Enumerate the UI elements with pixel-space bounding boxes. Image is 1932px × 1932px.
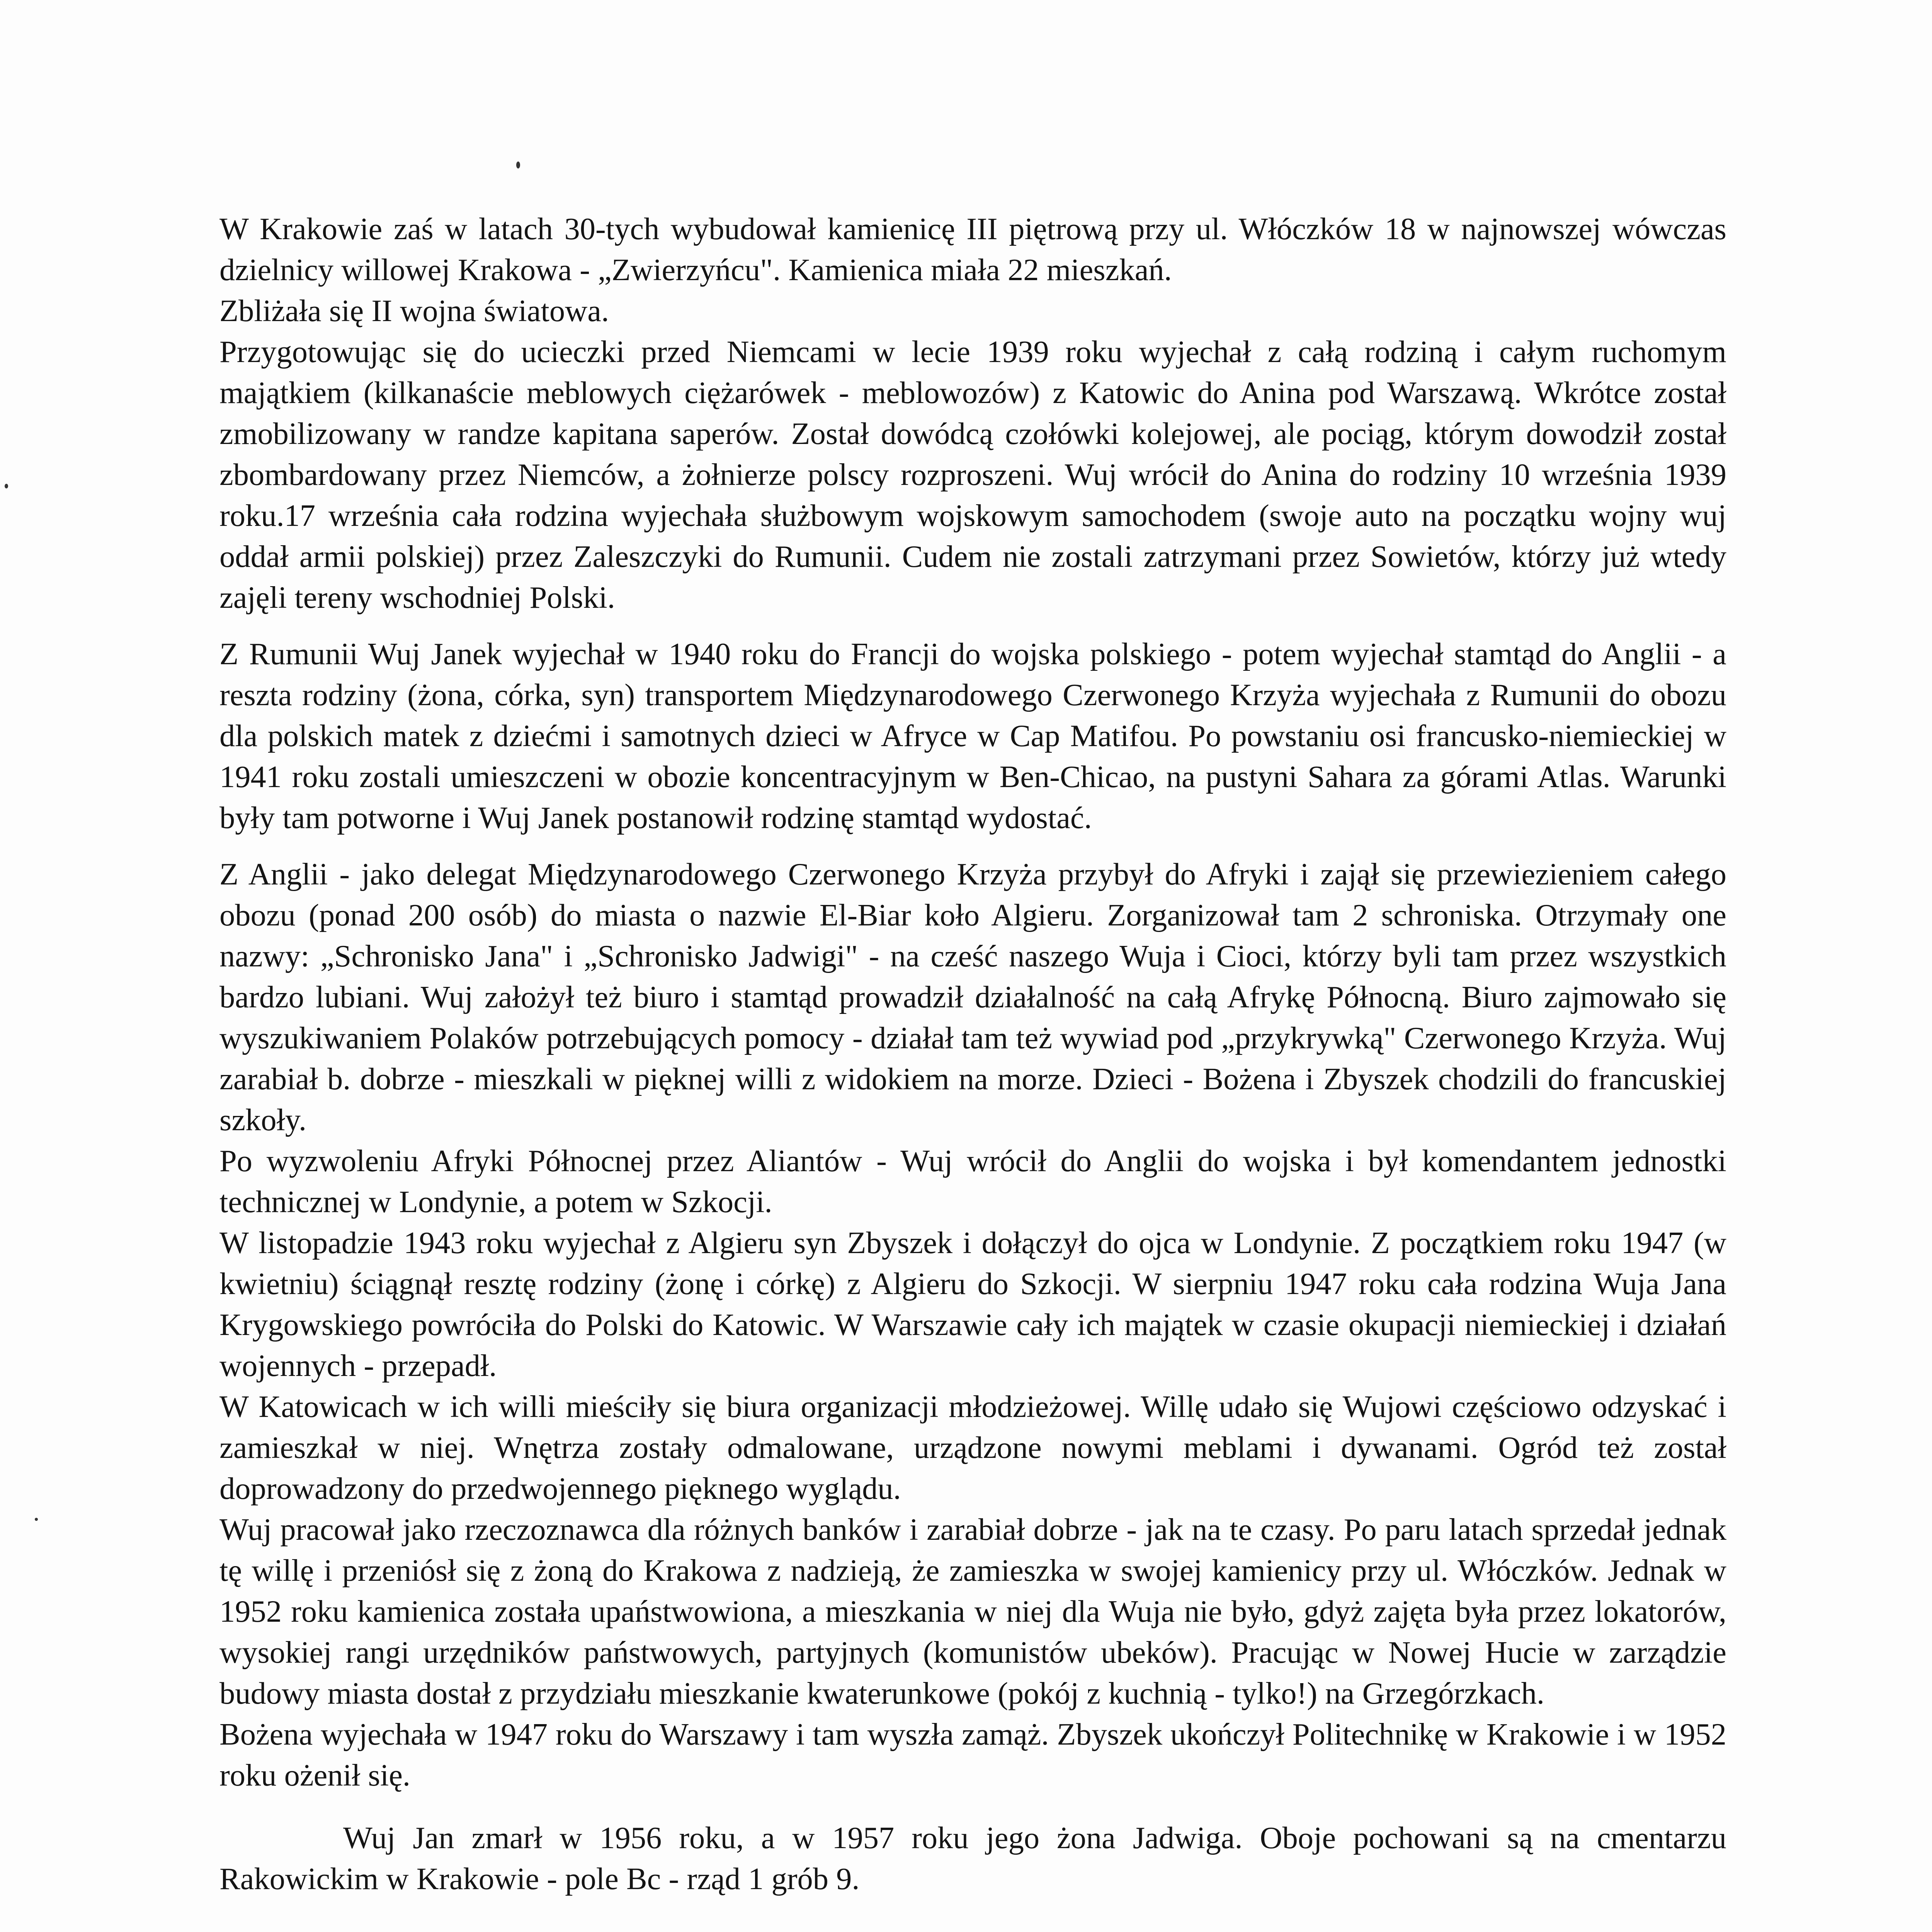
paragraph: Bożena wyjechała w 1947 roku do Warszawy i tam wyszła zamąż. Zbyszek ukończył Politechnikę w Krakowie i w 1952 roku ożenił się. [219,1717,1726,1793]
paragraph: Zbliżała się II wojna światowa. [219,294,609,328]
paragraph: Z Rumunii Wuj Janek wyjechał w 1940 roku do Francji do wojska polskiego - potem wyjechał stamtąd do Anglii - a reszta rodziny (żona, córka, syn) transportem Międzynarodowego Czerwonego Krzyża wyjechała z Rumunii do obozu dla polskich matek z dziećmi i samotnych dzieci w Afryce w Cap Matifou. Po powstaniu osi francusko-niemieckiej w 1941 roku zostali umieszczeni w obozie koncentracyjnym w Ben-Chicao, na pustyni Sahara za górami Atlas. Warunki były tam potworne i Wuj Janek postanowił rodzinę stamtąd wydostać. [219,637,1726,835]
paragraph: W Krakowie zaś w latach 30-tych wybudował kamienicę III piętrową przy ul. Włóczków 18 w najnowszej wówczas dzielnicy willowej Krakowa - „Zwierzyńcu". Kamienica miała 22 mieszkań. [219,212,1726,287]
paragraph: Wuj pracował jako rzeczoznawca dla różnych banków i zarabiał dobrze - jak na te czasy. Po paru latach sprzedał jednak tę willę i przeniósł się z żoną do Krakowa z nadzieją, że zamieszka w swojej kamienicy przy ul. Włóczków. Jednak w 1952 roku kamienica została upaństwowiona, a mieszkania w niej dla Wuja nie było, gdyż zajęta była przez lokatorów, wysokiej rangi urzędników państwowych, partyjnych (komunistów ubeków). Pracując w Nowej Hucie w zarządzie budowy miasta dostał z przydziału mieszkanie kwaterunkowe (pokój z kuchnią - tylko!) na Grzegórzkach. [219,1512,1726,1711]
paragraph: Przygotowując się do ucieczki przed Niemcami w lecie 1939 roku wyjechał z całą rodziną i całym ruchomym majątkiem (kilkanaście meblowych ciężarówek - meblowozów) z Katowic do Anina pod Warszawą. Wkrótce został zmobilizowany w randze kapitana saperów. Został dowódcą czołówki kolejowej, ale pociąg, którym dowodził został zbombardowany przez Niemców, a żołnierze polscy rozproszeni. Wuj wrócił do Anina do rodziny 10 września 1939 roku.17 września cała rodzina wyjechała służbowym wojskowym samochodem (swoje auto na początku wojny wuj oddał armii polskiej) przez Zaleszczyki do Rumunii. Cudem nie zostali zatrzymani przez Sowietów, którzy już wtedy zajęli tereny wschodniej Polski. [219,335,1726,615]
paragraph: Po wyzwoleniu Afryki Północnej przez Aliantów - Wuj wrócił do Anglii do wojska i był komendantem jednostki technicznej w Londynie, a potem w Szkocji. [219,1144,1726,1219]
paragraph: W listopadzie 1943 roku wyjechał z Algieru syn Zbyszek i dołączył do ojca w Londynie. Z początkiem roku 1947 (w kwietniu) ściągnął resztę rodziny (żonę i córkę) z Algieru do Szkocji. W sierpniu 1947 roku cała rodzina Wuja Jana Krygowskiego powróciła do Polski do Katowic. W Warszawie cały ich majątek w czasie okupacji niemieckiej i działań wojennych - przepadł. [219,1226,1726,1383]
document-body [219,209,1726,1900]
paragraph: Z Anglii - jako delegat Międzynarodowego Czerwonego Krzyża przybył do Afryki i zajął się przewiezieniem całego obozu (ponad 200 osób) do miasta o nazwie El-Biar koło Algieru. Zorganizował tam 2 schroniska. Otrzymały one nazwy: „Schronisko Jana" i „Schronisko Jadwigi" - na cześć naszego Wuja i Cioci, którzy byli tam przez wszystkich bardzo lubiani. Wuj założył też biuro i stamtąd prowadził działalność na całą Afrykę Północną. Biuro zajmowało się wyszukiwaniem Polaków potrzebujących pomocy - działał tam też wywiad pod „przykrywką" Czerwonego Krzyża. Wuj zarabiał b. dobrze - mieszkali w pięknej willi z widokiem na morze. Dzieci - Bożena i Zbyszek chodzili do francuskiej szkoły. [219,857,1726,1137]
paragraph: Wuj Jan zmarł w 1956 roku, a w 1957 roku jego żona Jadwiga. Oboje pochowani są na cmentarzu Rakowickim w Krakowie - pole Bc - rząd 1 grób 9. [219,1821,1726,1896]
scan-speck [516,162,520,168]
scan-speck [35,1518,38,1521]
scan-speck [5,484,8,488]
paragraph: W Katowicach w ich willi mieściły się biura organizacji młodzieżowej. Willę udało się Wujowi częściowo odzyskać i zamieszkał w niej. Wnętrza zostały odmalowane, urządzone nowymi meblami i dywanami. Ogród też został doprowadzony do przedwojennego pięknego wyglądu. [219,1389,1726,1506]
